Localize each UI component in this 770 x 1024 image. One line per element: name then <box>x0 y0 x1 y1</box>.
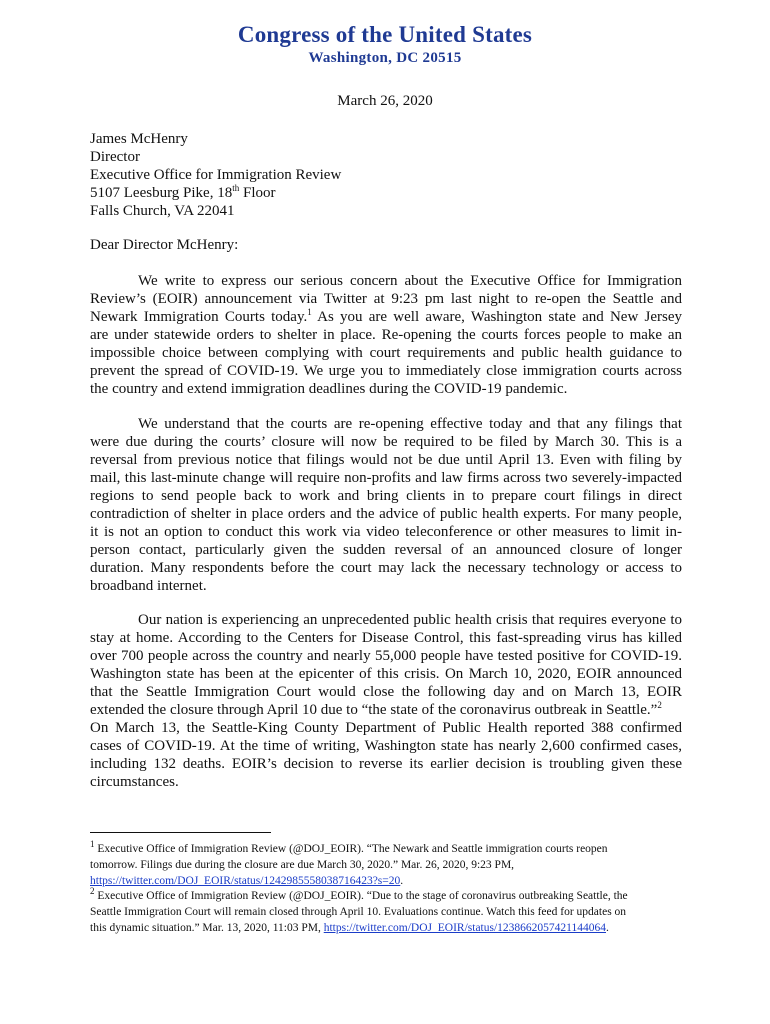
paragraph-3: Our nation is experiencing an unprecedented public health crisis that requires everyone to stay at home. According to the Centers for Disease Control, this fast-spreading virus has killed over 700 people across the country and nearly 55,000 people have tested positive for COVID-19. Washington state has been at the epicenter of this crisis. On March 10, 2020, EOIR announced that the Seattle Immigration Court would close the following day and on March 13, EOIR extended the closure through April 10 due to “the state of the coronavirus outbreak in Seattle.”$^2$ On March 13, the Seattle-King County Department of Public Health reported 388 confirmed cases of COVID-19. At the time of writing, Washington state has nearly 2,600 confirmed cases, including 132 deaths. EOIR’s decision to reverse its earlier decision is troubling given these circumstances. <box>90 612 682 790</box>
paragraph-2: We understand that the courts are re-opening effective today and that any filings that were due during the courts’ closure will now be required to be filed by March 30. This is a reversal from previous notice that filings would not be due until April 13. Even with filing by mail, this last-minute change will require non-profits and law firms across two severely-impacted regions to send people back to work and bring clients in to prepare court filings in direct contradiction of shelter in place orders and the advice of public health experts. For many people, it is not an option to conduct this work via video teleconference or other measures to limit in- person contact, particularly given the sudden reversal of an announced closure of longer duration. Many respondents before the court may lack the necessary technology or access to broadband internet. <box>90 416 682 594</box>
recipient-address <box>90 130 682 220</box>
salutation: Dear Director McHenry: <box>90 237 239 253</box>
footnote-1: $^1$ Executive Office of Immigration Review (@DOJ_EOIR). “The Newark and Seattle immigration courts reopen tomorrow. Filings due during the closure are due March 30, 2020.” Mar. 26, 2020, 9:23 PM, https://twitter.com/DOJ_EOIR/status/1242985558038716423?s=20. <box>90 839 608 887</box>
footnote-ref-2: 2 <box>657 700 662 710</box>
letterhead-title: Congress of the United States <box>237 22 533 47</box>
recipient-street: 5107 Leesburg Pike, 18th Floor <box>90 183 276 201</box>
letter-date: March 26, 2020 <box>337 93 433 109</box>
recipient-office: Executive Office for Immigration Review <box>90 167 342 183</box>
footnote-2: $^2$ Executive Office of Immigration Review (@DOJ_EOIR). “Due to the stage of coronavirus outbreaking Seattle, the Seattle Immigration Court will remain closed through April 10. Evaluations continue. Watch this feed for updates on this dynamic situation.” Mar. 13, 2020, 11:03 PM, https://twitter.com/DOJ_EOIR/status/1238662057421144064. <box>90 886 628 934</box>
paragraph-1: We write to express our serious concern about the Executive Office for Immigration Review’s (EOIR) announcement via Twitter at 9:23 pm last night to re-open the Seattle and Newark Immigration Courts today.$^1$ As you are well aware, Washington state and New Jersey are under statewide orders to shelter in place. Re-opening the courts forces people to make an impossible choice between complying with court requirements and public health guidance to prevent the spread of COVID-19. We urge you to immediately close immigration courts across the country and extend immigration deadlines during the COVID-19 pandemic. <box>90 273 682 397</box>
recipient-title: Director <box>90 149 140 165</box>
recipient-name: James McHenry <box>90 131 188 147</box>
footnote-divider <box>90 832 271 833</box>
letterhead-address: Washington, DC 20515 <box>308 50 462 66</box>
recipient-city: Falls Church, VA 22041 <box>90 203 235 219</box>
footnote-ref-1: 1 <box>307 307 312 317</box>
footnote-2-link[interactable]: https://twitter.com/DOJ_EOIR/status/1238662057421144064 <box>323 922 606 934</box>
footnote-1-link[interactable]: https://twitter.com/DOJ_EOIR/status/1242985558038716423?s=20 <box>90 875 401 887</box>
